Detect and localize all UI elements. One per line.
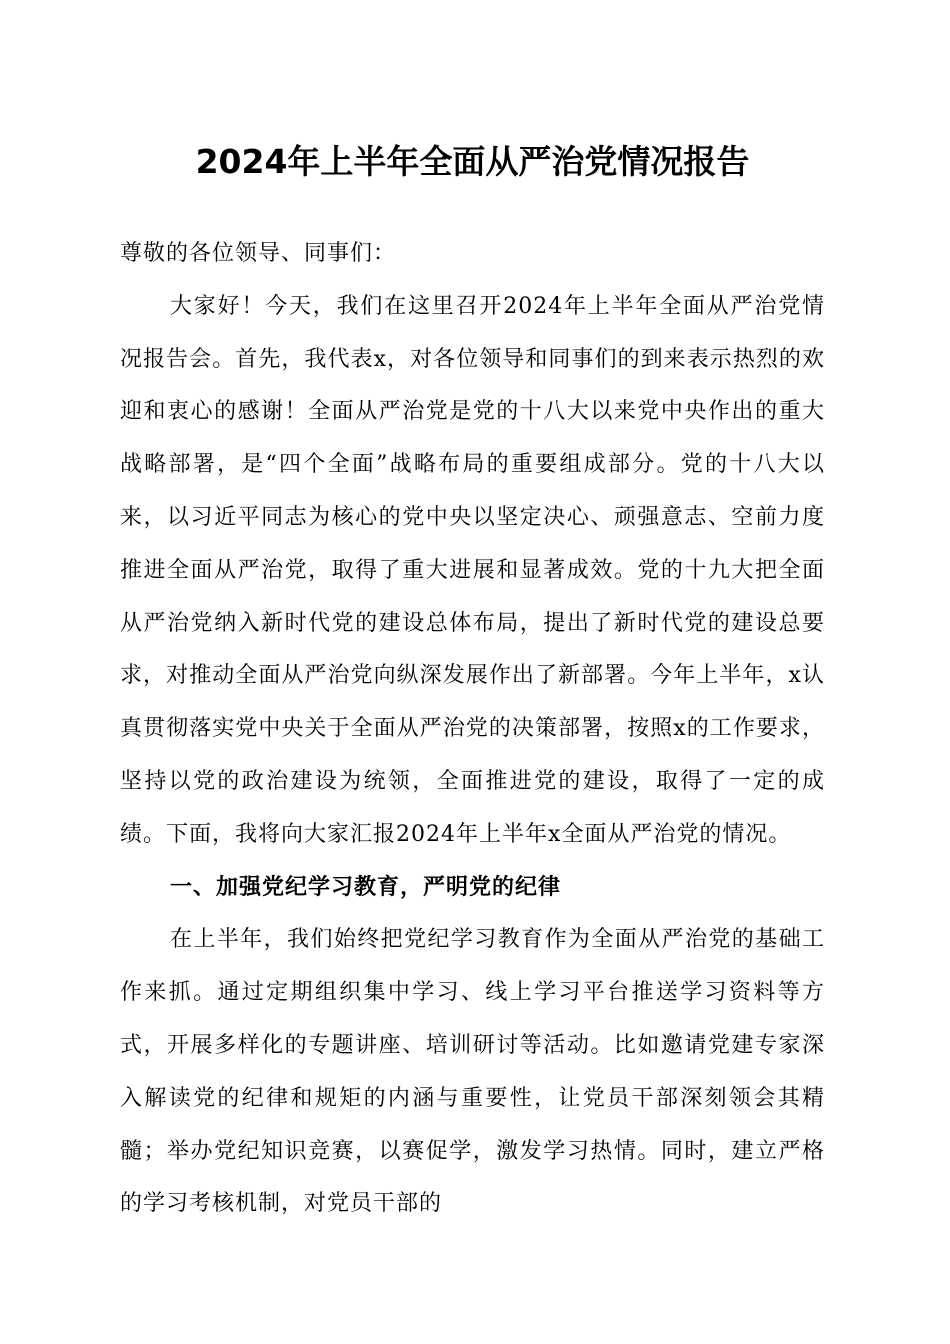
document-title: 2024年上半年全面从严治党情况报告 bbox=[195, 142, 750, 181]
section-paragraph: 在上半年，我们始终把党纪学习教育作为全面从严治党的基础工作来抓。通过定期组织集中学习、线上学习平台推送学习资料等方式，开展多样化的专题讲座、培训研讨等活动。比如邀请党建专家深入解读党的纪律和规矩的内涵与重要性，让党员干部深刻领会其精髓；举办党纪知识竞赛，以赛促学，激发学习热情。同时，建立严格的学习考核机制，对党员干部的 bbox=[120, 927, 825, 1217]
salutation: 尊敬的各位领导、同事们： bbox=[120, 241, 397, 266]
section-heading: 一、加强党纪学习教育，严明党的纪律 bbox=[170, 874, 562, 900]
document-body bbox=[120, 228, 825, 1231]
intro-paragraph: 大家好！今天，我们在这里召开2024年上半年全面从严治党情况报告会。首先，我代表x，对各位领导和同事们的到来表示热烈的欢迎和衷心的感谢！全面从严治党是党的十八大以来党中央作出的重大战略部署，是“四个全面”战略布局的重要组成部分。党的十八大以来，以习近平同志为核心的党中央以坚定决心、顽强意志、空前力度推进全面从严治党，取得了重大进展和显著成效。党的十九大把全面从严治党纳入新时代党的建设总体布局，提出了新时代党的建设总要求，对推动全面从严治党向纵深发展作出了新部署。今年上半年，x认真贯彻落实党中央关于全面从严治党的决策部署，按照x的工作要求，坚持以党的政治建设为统领，全面推进党的建设，取得了一定的成绩。下面，我将向大家汇报2024年上半年x全面从严治党的情况。 bbox=[120, 293, 825, 847]
